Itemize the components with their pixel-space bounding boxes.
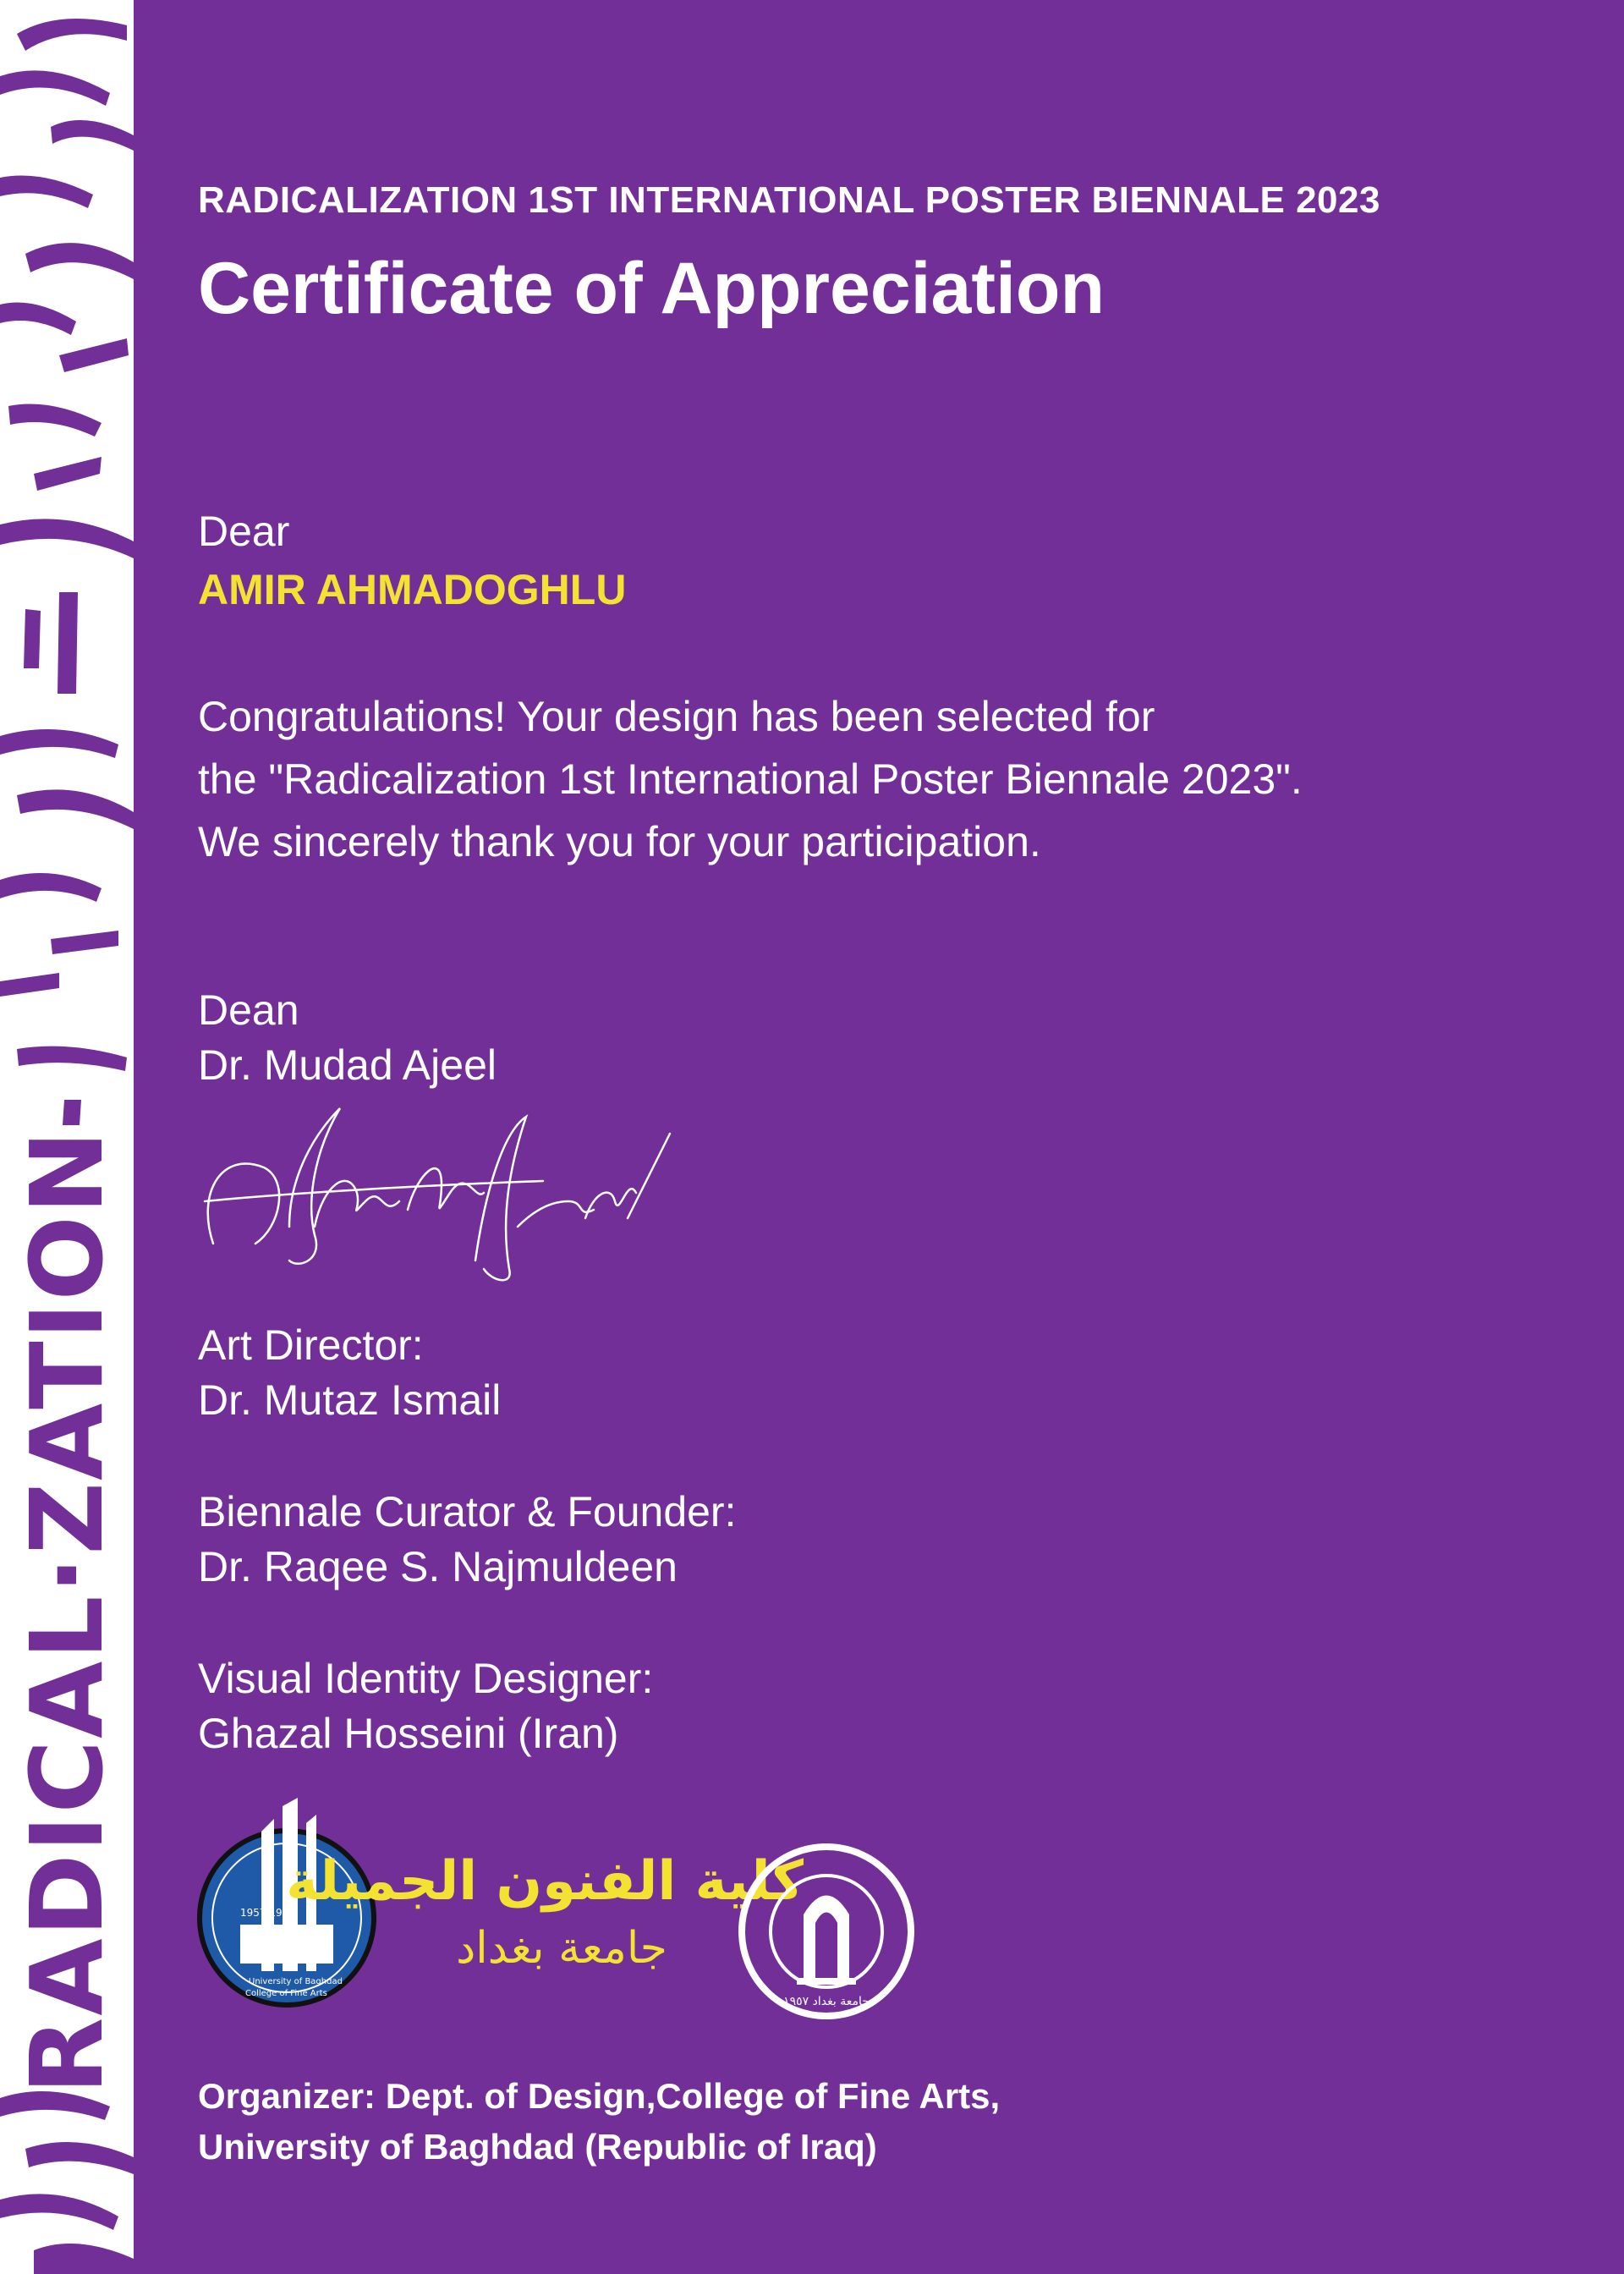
organizer-line-2: University of Baghdad (Republic of Iraq) xyxy=(198,2127,877,2167)
side-banner-text: RADICAL·ZATION xyxy=(8,1129,125,2095)
dean-role: Dean xyxy=(198,986,299,1034)
message-line-3: We sincerely thank you for your participation. xyxy=(198,818,1041,865)
dean-name: Dr. Mudad Ajeel xyxy=(198,1041,497,1089)
curator-role: Biennale Curator & Founder: xyxy=(198,1488,737,1535)
seal-text: جامعة بغداد ١٩٥٧ xyxy=(783,1995,870,2008)
message-line-1: Congratulations! Your design has been selected for xyxy=(198,693,1155,740)
emblem-years: 1957 1967 xyxy=(240,1907,295,1919)
message-line-2: the "Radicalization 1st International Poster Biennale 2023". xyxy=(198,755,1303,803)
dean-signature xyxy=(188,1100,678,1286)
emblem-caption-1: University of Baghdad xyxy=(249,1977,343,1986)
event-name: RADICALIZATION 1ST INTERNATIONAL POSTER BIENNALE 2023 xyxy=(198,179,1380,221)
certificate-title: Certificate of Appreciation xyxy=(198,248,1105,329)
side-banner xyxy=(0,0,134,2274)
recipient-name: AMIR AHMADOGHLU xyxy=(198,566,627,613)
calligraphy-line-2: جامعة بغداد xyxy=(456,1923,667,1974)
curator-name: Dr. Raqee S. Najmuldeen xyxy=(198,1543,678,1590)
emblem-caption-2: College of Fine Arts xyxy=(245,1989,327,1998)
art-director-role: Art Director: xyxy=(198,1321,424,1369)
greeting: Dear xyxy=(198,508,290,555)
college-calligraphy-logo xyxy=(286,1823,804,1984)
side-banner-text-wrapper xyxy=(0,0,134,2274)
calligraphy-line-1: كلية الفنون الجميلة xyxy=(286,1850,804,1913)
art-director-name: Dr. Mutaz Ismail xyxy=(198,1376,502,1424)
designer-name: Ghazal Hosseini (Iran) xyxy=(198,1710,619,1757)
organizer-line-1: Organizer: Dept. of Design,College of Fine Arts, xyxy=(198,2076,1001,2116)
university-seal-logo xyxy=(738,1843,915,2020)
designer-role: Visual Identity Designer: xyxy=(198,1655,654,1702)
